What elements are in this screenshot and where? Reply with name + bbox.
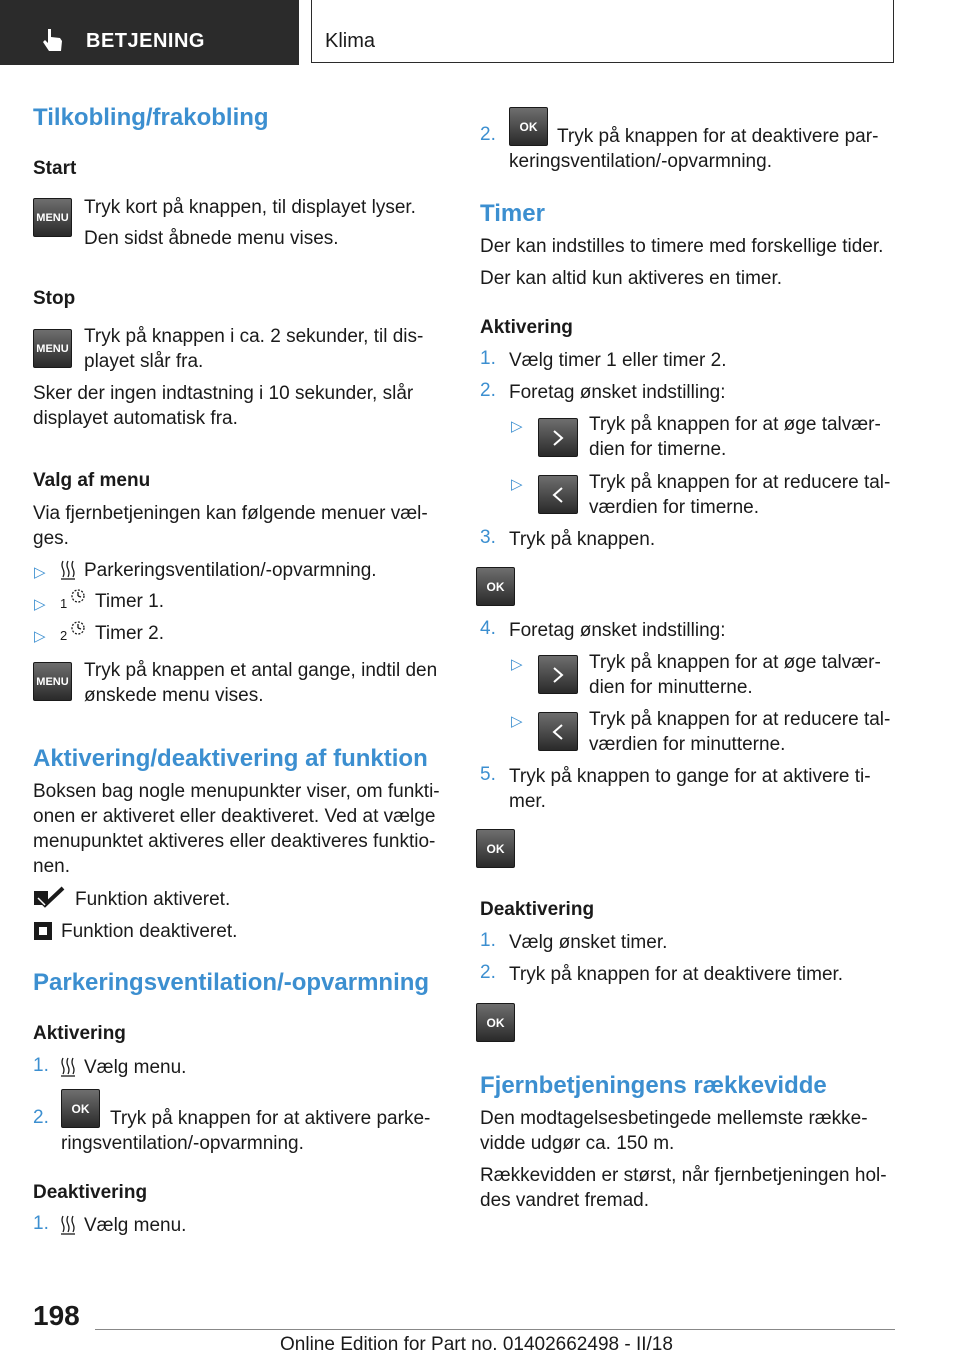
step-number: 2. bbox=[480, 124, 496, 145]
ventilation-icon bbox=[60, 559, 76, 581]
stop-para-1: Sker der ingen indtastning i 10 sekunder, slår bbox=[33, 383, 414, 404]
hand-pointer-icon bbox=[40, 27, 66, 53]
heading-tilkobling: Tilkobling/frakobling bbox=[33, 104, 269, 131]
bullet-triangle-icon: ▷ bbox=[511, 713, 523, 730]
header-chapter-box bbox=[311, 0, 894, 63]
park-step2-text-a: Tryk på knappen for at aktivere parke- bbox=[110, 1108, 431, 1129]
timer-step5-text-b: mer. bbox=[509, 791, 546, 812]
step-number: 3. bbox=[480, 527, 496, 548]
ok-button-icon: OK bbox=[61, 1089, 100, 1128]
menu-button-icon: MENU bbox=[33, 329, 72, 368]
chevron-left-icon bbox=[538, 712, 578, 751]
timer-index: 1 bbox=[60, 596, 68, 611]
park-deakt-step1-text: Vælg menu. bbox=[84, 1215, 187, 1236]
header-section-tab bbox=[0, 0, 299, 65]
section-label: BETJENING bbox=[86, 30, 205, 52]
footer-divider bbox=[95, 1329, 895, 1330]
timer-icon bbox=[70, 588, 86, 604]
menu-item-timer1: Timer 1. bbox=[95, 591, 164, 612]
heading-timer-aktivering: Aktivering bbox=[480, 317, 573, 338]
bullet-triangle-icon: ▷ bbox=[34, 564, 46, 581]
valg-para-2: ges. bbox=[33, 528, 69, 549]
s4-bullet1-b: dien for minutterne. bbox=[589, 677, 753, 698]
akt-para-2: onen er aktiveret eller deaktiveret. Ved at vælge bbox=[33, 806, 436, 827]
step-number: 5. bbox=[480, 764, 496, 785]
s2-bullet2-b: værdien for timerne. bbox=[589, 497, 760, 518]
timer-step4-text: Foretag ønsket indstilling: bbox=[509, 620, 726, 641]
akt-para-4: nen. bbox=[33, 856, 70, 877]
step-number: 1. bbox=[33, 1055, 49, 1076]
s2-bullet1-a: Tryk på knappen for at øge talvær- bbox=[589, 414, 881, 435]
step-number: 1. bbox=[480, 348, 496, 369]
heading-range: Fjernbetjeningens rækkevidde bbox=[480, 1072, 827, 1099]
bullet-triangle-icon: ▷ bbox=[511, 476, 523, 493]
step-number: 2. bbox=[480, 380, 496, 401]
step2-text-b: keringsventilation/-opvarmning. bbox=[509, 151, 772, 172]
ventilation-icon bbox=[60, 1056, 76, 1078]
akt-para-1: Boksen bag nogle menupunkter viser, om funkti- bbox=[33, 781, 440, 802]
heading-start: Start bbox=[33, 158, 77, 179]
heading-stop: Stop bbox=[33, 288, 76, 309]
empty-box-icon bbox=[33, 921, 53, 941]
tryk-text-2: ønskede menu vises. bbox=[84, 685, 264, 706]
timer-step2-text: Foretag ønsket indstilling: bbox=[509, 382, 726, 403]
ok-button-icon: OK bbox=[476, 829, 515, 868]
range-para-2: vidde udgør ca. 150 m. bbox=[480, 1133, 675, 1154]
timer-icon bbox=[70, 620, 86, 636]
heading-timer-deaktivering: Deaktivering bbox=[480, 899, 595, 920]
ok-button-icon: OK bbox=[476, 1003, 515, 1042]
park-step1-text: Vælg menu. bbox=[84, 1057, 187, 1078]
page-number: 198 bbox=[33, 1300, 80, 1331]
stop-para-2: displayet automatisk fra. bbox=[33, 408, 238, 429]
akt-para-3: menupunktet aktiveres eller deaktiveres funktio- bbox=[33, 831, 436, 852]
park-step2-text-b: ringsventilation/-opvarmning. bbox=[61, 1133, 304, 1154]
range-para-4: des vandret fremad. bbox=[480, 1190, 649, 1211]
heading-park-aktivering: Aktivering bbox=[33, 1023, 126, 1044]
heading-parkering: Parkeringsventilation/-opvarmning bbox=[33, 969, 430, 996]
ok-button-icon: OK bbox=[476, 567, 515, 606]
step-number: 2. bbox=[480, 962, 496, 983]
s4-bullet2-a: Tryk på knappen for at reducere tal- bbox=[589, 709, 891, 730]
s2-bullet1-b: dien for timerne. bbox=[589, 439, 727, 460]
bullet-triangle-icon: ▷ bbox=[511, 418, 523, 435]
s4-bullet1-a: Tryk på knappen for at øge talvær- bbox=[589, 652, 881, 673]
chevron-right-icon bbox=[538, 655, 578, 694]
start-text-2: Den sidst åbnede menu vises. bbox=[84, 228, 339, 249]
step-number: 4. bbox=[480, 618, 496, 639]
chapter-label: Klima bbox=[325, 30, 376, 52]
s2-bullet2-a: Tryk på knappen for at reducere tal- bbox=[589, 472, 891, 493]
func-off-text: Funktion deaktiveret. bbox=[61, 921, 238, 942]
step-number: 2. bbox=[33, 1107, 49, 1128]
step2-text-a: Tryk på knappen for at deaktivere par- bbox=[557, 126, 879, 147]
chevron-right-icon bbox=[538, 418, 578, 457]
bullet-triangle-icon: ▷ bbox=[511, 656, 523, 673]
ventilation-icon bbox=[60, 1214, 76, 1236]
menu-item-parkering: Parkeringsventilation/-opvarmning. bbox=[84, 560, 377, 581]
tryk-text-1: Tryk på knappen et antal gange, indtil den bbox=[84, 660, 438, 681]
heading-valg: Valg af menu bbox=[33, 470, 151, 491]
bullet-triangle-icon: ▷ bbox=[34, 628, 46, 645]
timer-step3-text: Tryk på knappen. bbox=[509, 529, 656, 550]
chevron-left-icon bbox=[538, 475, 578, 514]
stop-text-2: playet slår fra. bbox=[84, 351, 204, 372]
timer-step5-text-a: Tryk på knappen to gange for at aktivere ti- bbox=[509, 766, 871, 787]
stop-text-1: Tryk på knappen i ca. 2 sekunder, til dis- bbox=[84, 326, 424, 347]
bullet-triangle-icon: ▷ bbox=[34, 596, 46, 613]
timer-step1-text: Vælg timer 1 eller timer 2. bbox=[509, 350, 727, 371]
start-text-1: Tryk kort på knappen, til displayet lyser. bbox=[84, 197, 416, 218]
checked-box-icon bbox=[33, 886, 65, 908]
deakt-step1-text: Vælg ønsket timer. bbox=[509, 932, 668, 953]
heading-aktivering-deaktivering: Aktivering/deaktivering af funktion bbox=[33, 745, 428, 772]
valg-para-1: Via fjernbetjeningen kan følgende menuer væl- bbox=[33, 503, 428, 524]
menu-item-timer2: Timer 2. bbox=[95, 623, 164, 644]
ok-button-icon: OK bbox=[509, 107, 548, 146]
range-para-1: Den modtagelsesbetingede mellemste række- bbox=[480, 1108, 868, 1129]
timer-para-2: Der kan altid kun aktiveres en timer. bbox=[480, 268, 783, 289]
range-para-3: Rækkevidden er størst, når fjernbetjeningen hol- bbox=[480, 1165, 887, 1186]
menu-button-icon: MENU bbox=[33, 662, 72, 701]
menu-button-icon: MENU bbox=[33, 198, 72, 237]
heading-park-deaktivering: Deaktivering bbox=[33, 1182, 148, 1203]
timer-index: 2 bbox=[60, 628, 68, 643]
timer-para-1: Der kan indstilles to timere med forskellige tider. bbox=[480, 236, 884, 257]
step-number: 1. bbox=[480, 930, 496, 951]
deakt-step2-text: Tryk på knappen for at deaktivere timer. bbox=[509, 964, 844, 985]
heading-timer: Timer bbox=[480, 200, 545, 227]
func-on-text: Funktion aktiveret. bbox=[75, 889, 231, 910]
step-number: 1. bbox=[33, 1213, 49, 1234]
s4-bullet2-b: værdien for minutterne. bbox=[589, 734, 786, 755]
edition-text: Online Edition for Part no. 01402662498 - II/18 bbox=[280, 1334, 673, 1355]
